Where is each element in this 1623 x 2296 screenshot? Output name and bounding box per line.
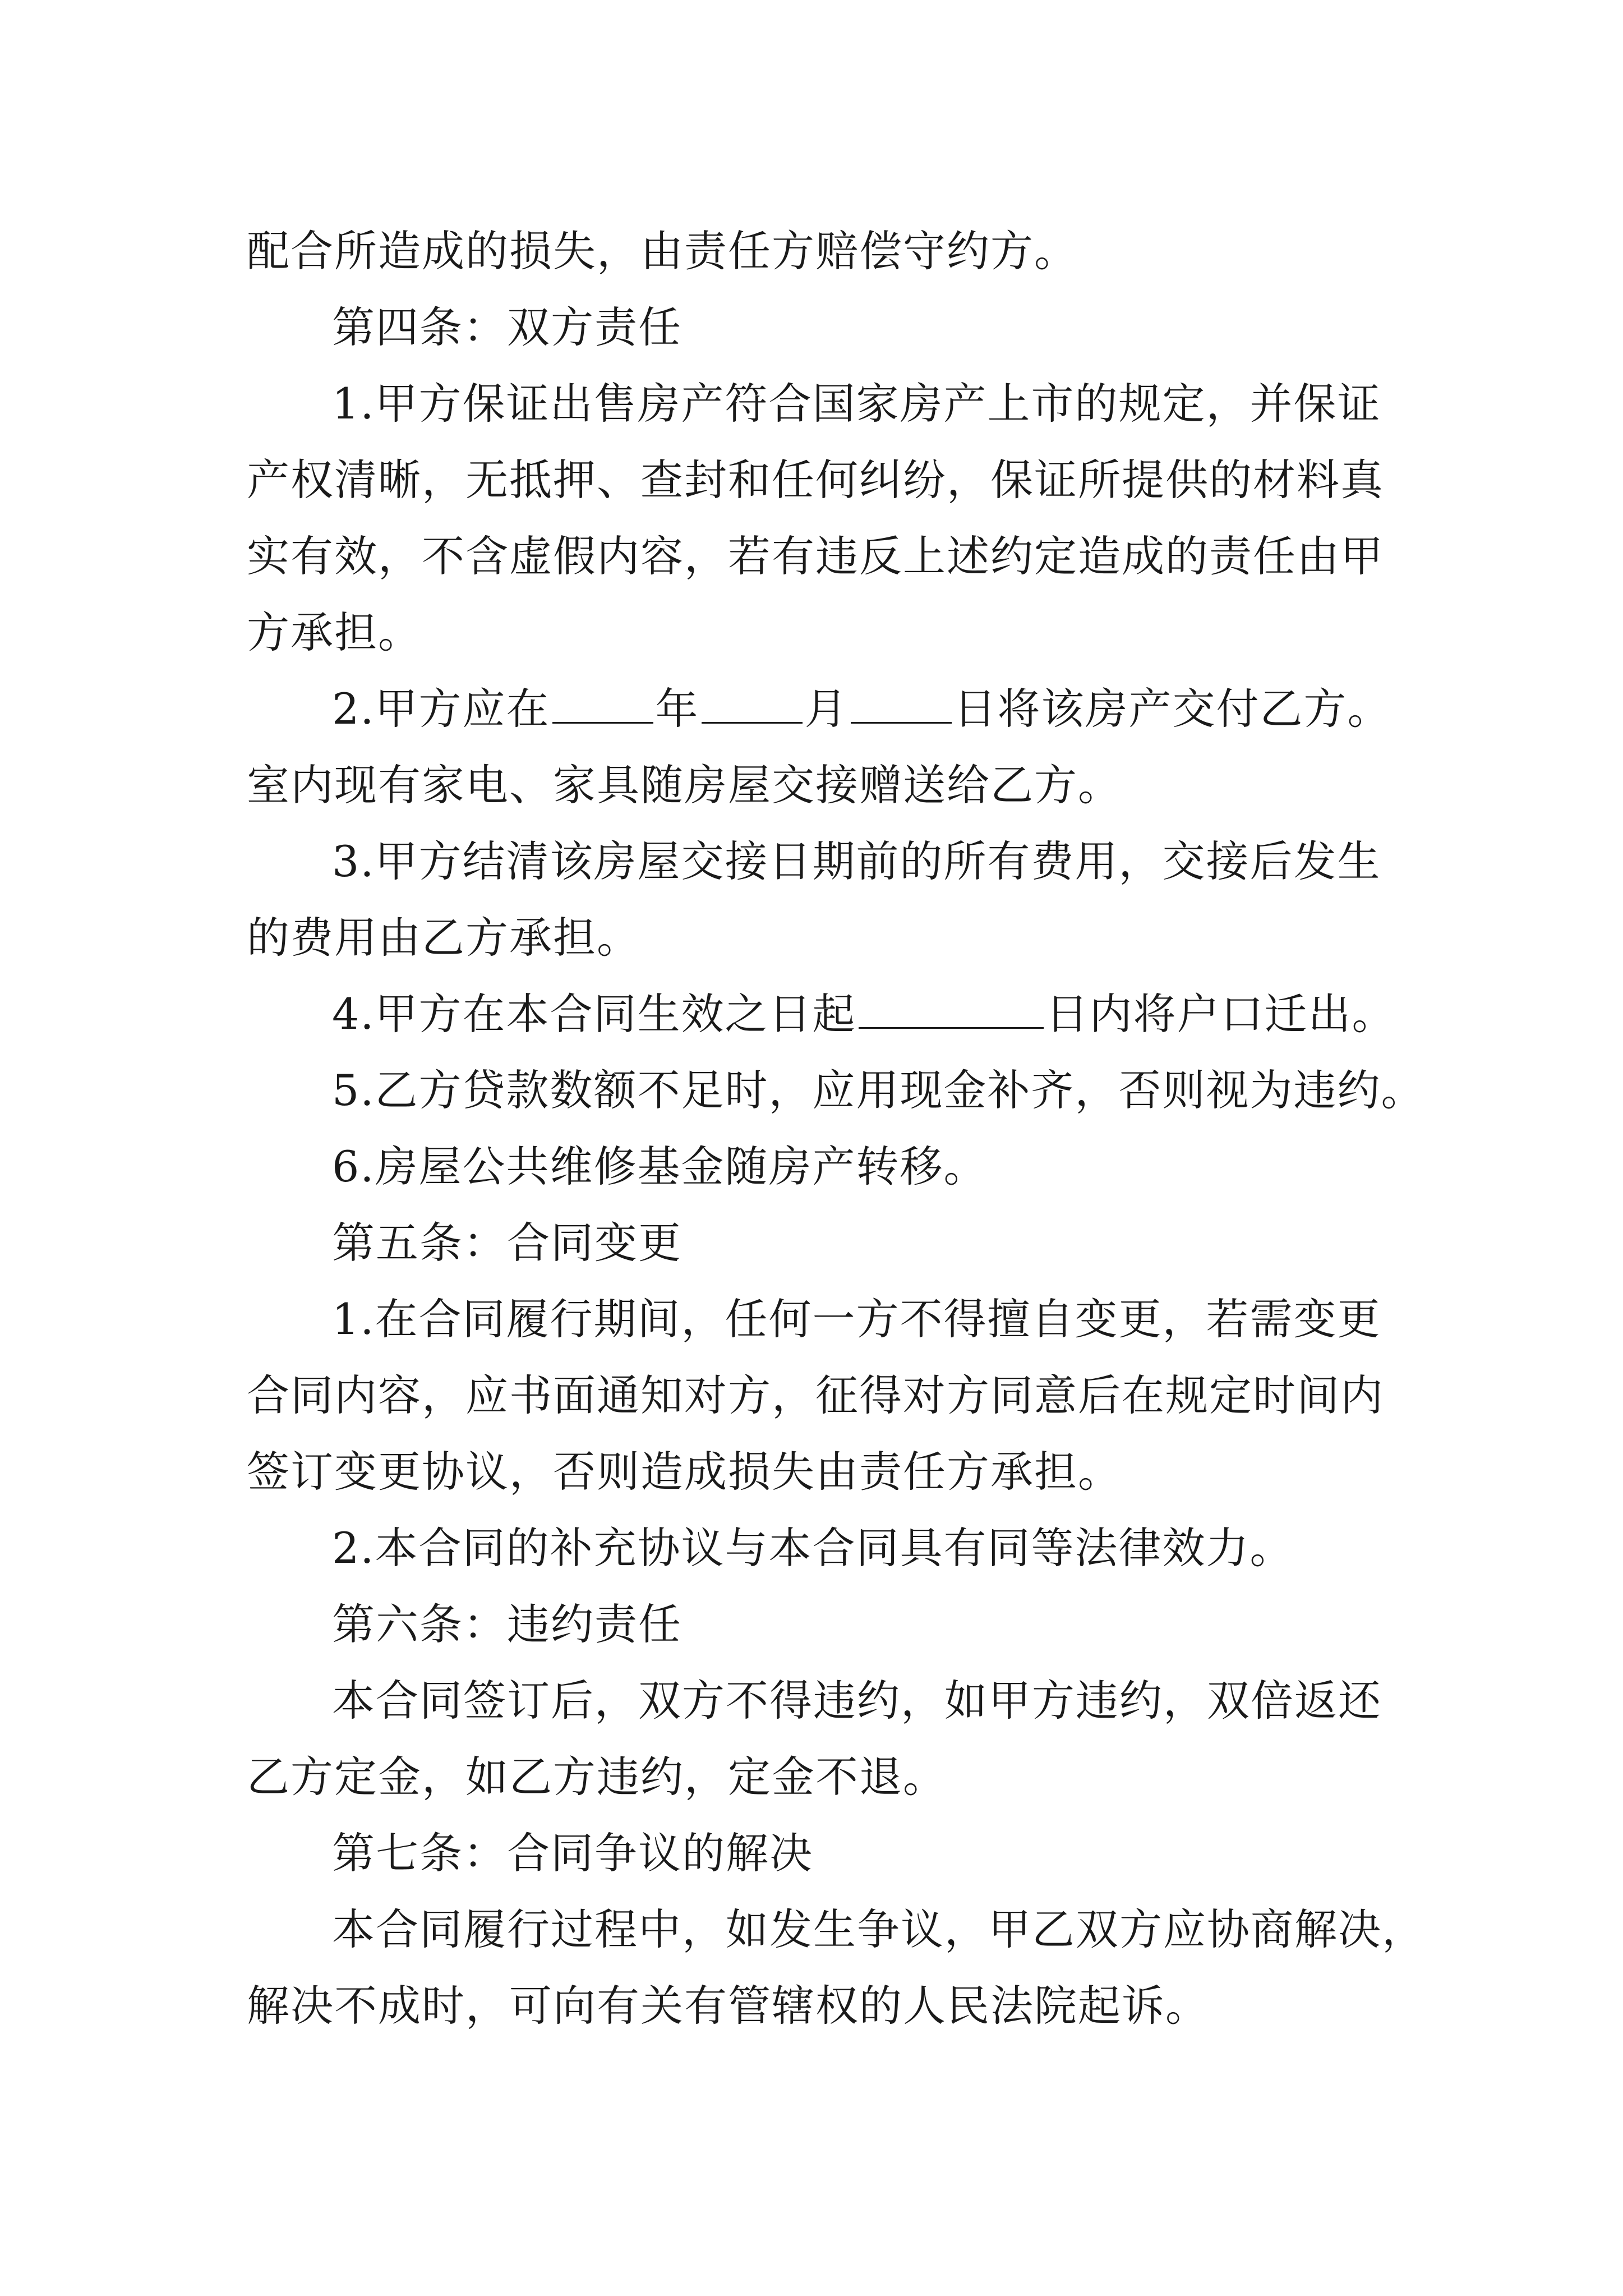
year-label: 年 (655, 684, 699, 734)
article-5-heading: 第五条：合同变更 (332, 1218, 682, 1268)
days-blank[interactable] (859, 988, 1044, 1029)
paragraph-line: 1.在合同履行期间，任何一方不得擅自变更，若需变更 (332, 1294, 1381, 1344)
article-6-heading: 第六条：违约责任 (332, 1599, 682, 1649)
contract-body (247, 213, 1426, 2044)
paragraph-line: 本合同签订后，双方不得违约，如甲方违约，双倍返还 (332, 1676, 1382, 1726)
paragraph-line: 5.乙方贷款数额不足时，应用现金补齐，否则视为违约。 (332, 1065, 1425, 1115)
article-4-heading: 第四条：双方责任 (332, 302, 682, 352)
paragraph-line: 配合所造成的损失，由责任方赔偿守约方。 (247, 226, 1078, 276)
paragraph-line: 产权清晰，无抵押、查封和任何纠纷，保证所提供的材料真 (247, 455, 1384, 505)
paragraph-line: 合同内容，应书面通知对方，征得对方同意后在规定时间内 (247, 1370, 1384, 1420)
hukou-text-1: 4.甲方在本合同生效之日起 (332, 989, 856, 1039)
hukou-line (247, 976, 1396, 1052)
paragraph-line: 的费用由乙方承担。 (247, 913, 640, 963)
paragraph-line: 乙方定金，如乙方违约，定金不退。 (247, 1752, 947, 1802)
paragraph-line: 3.甲方结清该房屋交接日期前的所有费用，交接后发生 (332, 836, 1381, 886)
delivery-text-1: 2.甲方应在 (332, 684, 550, 734)
paragraph-line: 2.本合同的补充协议与本合同具有同等法律效力。 (332, 1523, 1294, 1573)
day-blank[interactable] (851, 683, 952, 724)
paragraph-line: 室内现有家电、家具随房屋交接赠送给乙方。 (247, 760, 1122, 810)
paragraph-line: 方承担。 (247, 608, 422, 657)
year-blank[interactable] (552, 683, 653, 724)
paragraph-line: 解决不成时，可向有关有管辖权的人民法院起诉。 (247, 1981, 1209, 2031)
hukou-text-2: 日内将户口迁出。 (1045, 989, 1396, 1039)
paragraph-line: 实有效，不含虚假内容，若有违反上述约定造成的责任由甲 (247, 531, 1384, 581)
paragraph-line: 本合同履行过程中，如发生争议，甲乙双方应协商解决， (332, 1904, 1426, 1954)
paragraph-line: 签订变更协议，否则造成损失由责任方承担。 (247, 1447, 1122, 1497)
paragraph-line: 6.房屋公共维修基金随房产转移。 (332, 1142, 988, 1191)
paragraph-line: 1.甲方保证出售房产符合国家房产上市的规定，并保证 (332, 379, 1381, 429)
month-label: 月 (804, 684, 849, 734)
month-blank[interactable] (702, 683, 803, 724)
delivery-date-line (247, 671, 1391, 747)
delivery-text-2: 日将该房产交付乙方。 (953, 684, 1391, 734)
article-7-heading: 第七条：合同争议的解决 (332, 1828, 813, 1878)
